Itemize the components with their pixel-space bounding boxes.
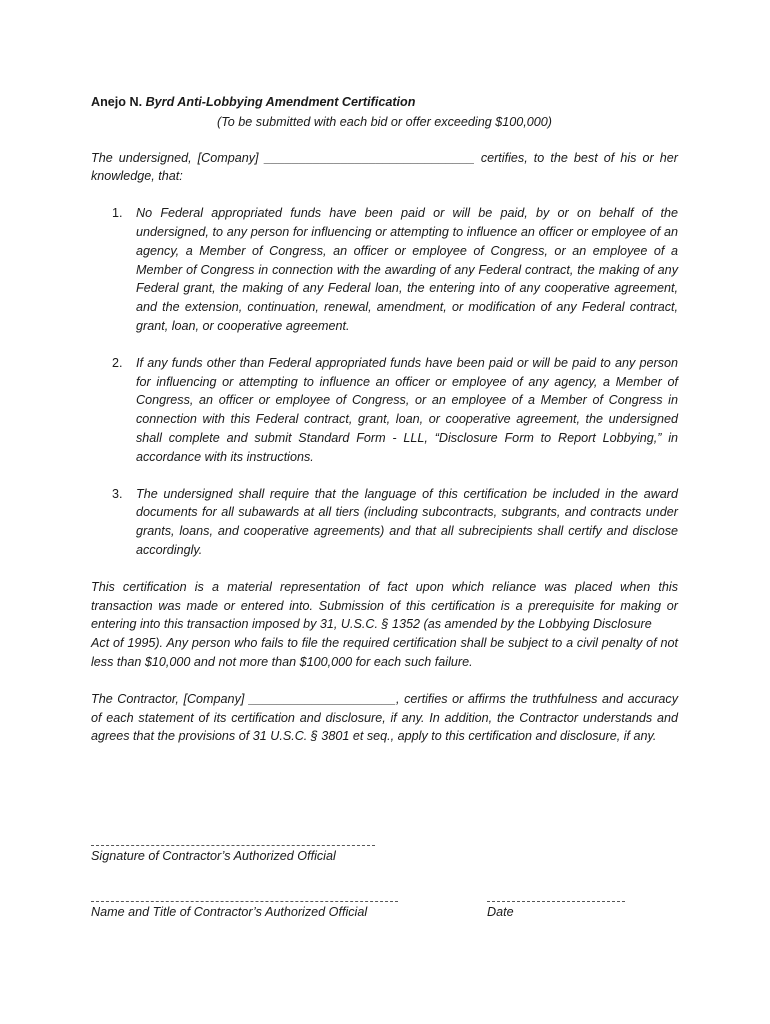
clause-text: The undersigned shall require that the language of this certification be included in the award documents for all subawards at all tiers (including subcontracts, subgrants, and contracts under grants, loans, and cooperative agreements) and that all subrecipients shall certify and disclose accordingly. (136, 486, 678, 557)
clause-text: No Federal appropriated funds have been paid or will be paid, by or on behalf of the undersigned, to any person for influencing or attempting to influence an officer or employee of an agency, a Member of Congress, an officer or employee of Congress, or an employee of a Member of Congress in connection with the awarding of any Federal contract, the making of any Federal grant, the making of any Federal loan, the entering into of any cooperative agreement, and the extension, continuation, renewal, amendment, or modification of any Federal contract, grant, loan, or cooperative agreement. (136, 206, 678, 333)
certification-paragraph (91, 578, 678, 672)
clause-list (91, 204, 678, 560)
clause-item (112, 354, 678, 467)
intro-paragraph: The undersigned, [Company] ______________________________ certifies, to the best of his or her knowledge, that: (91, 150, 678, 184)
clause-item (112, 204, 678, 336)
certification-text-part2: Act of 1995). Any person who fails to file the required certification shall be subject to a civil penalty of not less than $10,000 and not more than $100,000 for each such failure. (91, 636, 678, 669)
signature-line[interactable] (91, 845, 375, 846)
certification-text-part1: This certification is a material representation of fact upon which reliance was placed when this transaction was made or entered into. Submission of this certification is a prerequisite for making or entering into this transaction imposed by 31, U.S.C. § 1352 (as amended by the Lobbying Disclosure (91, 579, 678, 632)
document-title (91, 93, 678, 112)
contractor-paragraph: The Contractor, [Company] _____________________, certifies or affirms the truthfulness and accuracy of each statement of its certification and disclosure, if any. In addition, the Contractor understands and agrees that the provisions of 31 U.S.C. § 3801 et seq., apply to this certification and disclosure, if any. (91, 691, 678, 744)
name-title-line[interactable] (91, 901, 398, 902)
clause-number: 1. (112, 206, 123, 221)
certification-body (91, 93, 678, 746)
clause-text: If any funds other than Federal appropriated funds have been paid or will be paid to any person for influencing or attempting to influence an officer or employee of any agency, a Member of Congress, an officer or employee of Congress, or an employee of a Member of Congress in connection with this Federal contract, grant, loan, or cooperative agreement, the undersigned shall complete and submit Standard Form - LLL, “Disclosure Form to Report Lobbying,” in accordance with its instructions. (136, 355, 678, 464)
title-text: Byrd Anti-Lobbying Amendment Certification (145, 95, 416, 109)
date-line[interactable] (487, 901, 625, 902)
name-title-label: Name and Title of Contractor’s Authorized Official (91, 905, 368, 919)
clause-number: 2. (112, 355, 123, 370)
clause-number: 3. (112, 486, 123, 501)
signature-label: Signature of Contractor’s Authorized Official (91, 849, 336, 863)
date-label: Date (487, 905, 514, 919)
clause-item (112, 485, 678, 560)
title-prefix: Anejo N. (91, 95, 143, 109)
document-subtitle: (To be submitted with each bid or offer exceeding $100,000) (217, 114, 552, 129)
